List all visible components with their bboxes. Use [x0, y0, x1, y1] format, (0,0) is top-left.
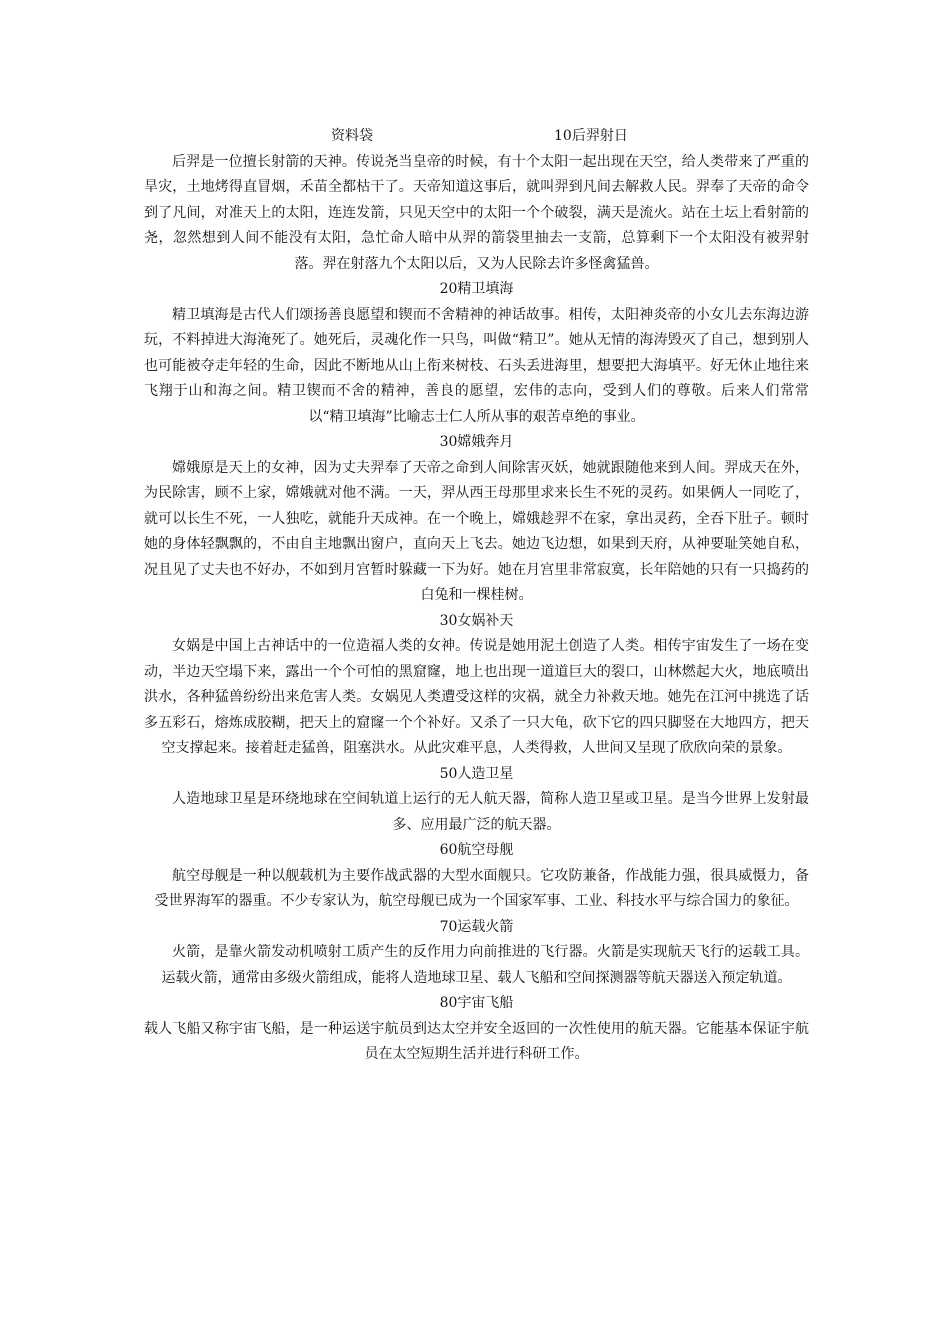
section-title-carrier: 60航空母舰 — [439, 842, 514, 858]
header-label: 资料袋 — [331, 128, 373, 144]
paragraph-rocket: 火箭，是靠火箭发动机喷射工质产生的反作用力向前推进的飞行器。火箭是实现航天飞行的运载工具。运载火箭，通常由多级火箭组成，能将人造地球卫星、载人飞船和空间探测器等航天器送入预定轨道。 — [161, 944, 809, 986]
paragraph-houyi: 后羿是一位擅长射箭的天神。传说尧当皇帝的时候，有十个太阳一起出现在天空，给人类带来了严重的旱灾，土地烤得直冒烟，禾苗全都枯干了。天帝知道这事后，就叫羿到凡间去解救人民。羿奉了天帝的命令到了凡间，对准天上的太阳，连连发箭，只见天空中的太阳一个个破裂，满天是流火。站在土坛上看射箭的尧，忽然想到人间不能没有太阳，急忙命人暗中从羿的箭袋里抽去一支箭，总算剩下一个太阳没有被羿射落。羿在射落九个太阳以后，又为人民除去许多怪禽猛兽。 — [144, 153, 809, 272]
paragraph-nuwa: 女娲是中国上古神话中的一位造福人类的女神。传说是她用泥土创造了人类。相传宇宙发生了一场在变动，半边天空塌下来，露出一个个可怕的黑窟窿，地上也出现一道道巨大的裂口，山林燃起大火，地底喷出洪水，各种猛兽纷纷出来危害人类。女娲见人类遭受这样的灾祸，就全力补救天地。她先在江河中挑选了话多五彩石，熔炼成胶糊，把天上的窟窿一个个补好。又杀了一只大龟，砍下它的四只脚竖在大地四方，把天空支撑起来。接着赶走猛兽，阻塞洪水。从此灾难平息，人类得救，人世间又呈现了欣欣向荣的景象。 — [144, 638, 809, 756]
section-title-jingwei: 20精卫填海 — [439, 281, 514, 297]
section-title-change: 30嫦娥奔月 — [439, 434, 514, 450]
section-title-nuwa: 30女娲补天 — [439, 612, 514, 629]
header-first-title: 10后羿射日 — [554, 128, 628, 144]
paragraph-jingwei: 精卫填海是古代人们颂扬善良愿望和锲而不舍精神的神话故事。相传，太阳神炎帝的小女儿去东海边游玩，不料掉进大海淹死了。她死后，灵魂化作一只鸟，叫做“精卫”。她从无情的海涛毁灭了自己，想到别人也可能被夺走年轻的生命，因此不断地从山上衔来树枝、石头丢进海里，想要把大海填平。好无休止地往来飞翔于山和海之间。精卫锲而不舍的精神，善良的愿望，宏伟的志向，受到人们的尊敬。后来人们常常以“精卫填海”比喻志士仁人所从事的艰苦卓绝的事业。 — [144, 306, 809, 425]
document-page — [144, 124, 809, 1068]
section-title-spaceship: 80宇宙飞船 — [439, 995, 514, 1011]
document-header — [144, 124, 809, 150]
paragraph-spaceship: 载人飞船又称宇宙飞船，是一种运送宇航员到达太空并安全返回的一次性使用的航天器。它能基本保证宇航员在太空短期生活并进行科研工作。 — [144, 1020, 809, 1062]
paragraph-carrier: 航空母舰是一种以舰载机为主要作战武器的大型水面舰只。它攻防兼备，作战能力强，很具威慑力，备受世界海军的器重。不少专家认为，航空母舰已成为一个国家军事、工业、科技水平与综合国力的象征。 — [154, 867, 809, 909]
section-title-satellite: 50人造卫星 — [439, 765, 514, 782]
paragraph-satellite: 人造地球卫星是环绕地球在空间轨道上运行的无人航天器，简称人造卫星或卫星。是当今世界上发射最多、应用最广泛的航天器。 — [172, 791, 809, 833]
paragraph-change: 嫦娥原是天上的女神，因为丈夫羿奉了天帝之命到人间除害灭妖，她就跟随他来到人间。羿成天在外，为民除害，顾不上家，嫦娥就对他不满。一天，羿从西王母那里求来长生不死的灵药。如果俩人一同吃了，就可以长生不死，一人独吃，就能升天成神。在一个晚上，嫦娥趁羿不在家，拿出灵药，全吞下肚子。顿时她的身体轻飘飘的，不由自主地飘出窗户，直向天上飞去。她边飞边想，如果到天府，从神要耻笑她自私，况且见了丈夫也不好办，不如到月宫暂时躲藏一下为好。她在月宫里非常寂寞，长年陪她的只有一只捣药的白兔和一棵桂树。 — [144, 459, 809, 603]
section-title-rocket: 70运载火箭 — [439, 918, 514, 935]
